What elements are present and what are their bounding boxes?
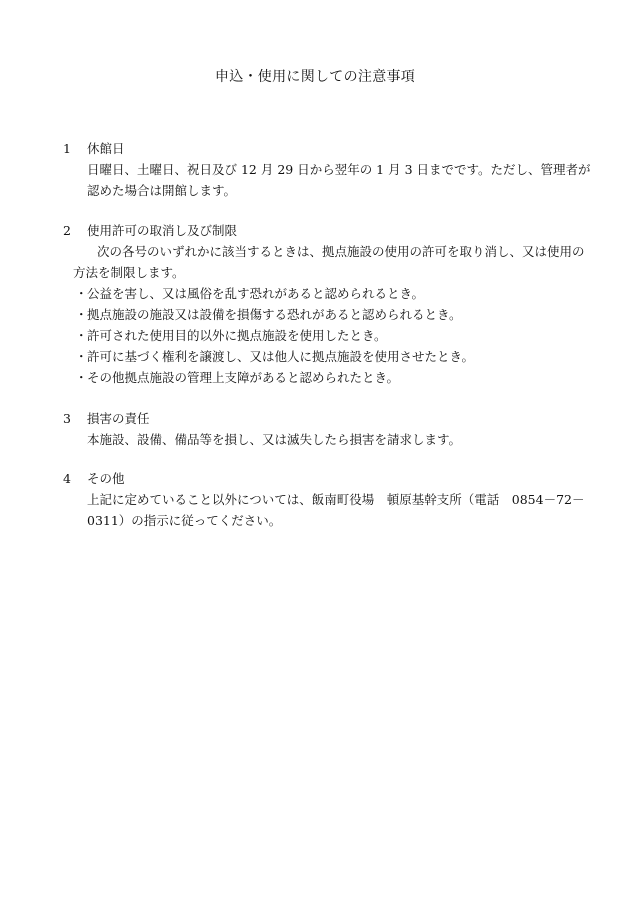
section-heading <box>63 468 593 489</box>
section-heading <box>63 138 593 159</box>
section-paragraph: 次の各号のいずれかに該当するときは、拠点施設の使用の許可を取り消し、又は使用の方法を制限します。 <box>73 244 585 280</box>
section-title: 休館日 <box>87 141 125 156</box>
list-item <box>63 325 593 346</box>
bullet-mark: ・ <box>75 328 88 343</box>
section-closed-days <box>63 138 593 201</box>
section-other <box>63 468 593 531</box>
section-title: その他 <box>87 471 125 486</box>
section-paragraph: 上記に定めていること以外については、飯南町役場 頓原基幹支所（電話 0854－72－0311）の指示に従ってください。 <box>87 492 585 528</box>
section-title: 使用許可の取消し及び制限 <box>87 223 238 238</box>
section-number: 2 <box>63 223 71 238</box>
section-paragraph: 日曜日、土曜日、祝日及び 12 月 29 日から翌年の 1 月 3 日までです。ただし、管理者が認めた場合は開館します。 <box>87 162 591 198</box>
section-number: 1 <box>63 141 71 156</box>
section-number: 4 <box>63 471 71 486</box>
section-heading <box>63 220 593 241</box>
list-item-text: 許可に基づく権利を譲渡し、又は他人に拠点施設を使用させたとき。 <box>87 349 475 364</box>
list-item-text: その他拠点施設の管理上支障があると認められたとき。 <box>87 370 400 385</box>
section-liability <box>63 408 593 450</box>
section-permission-restrictions <box>63 220 593 388</box>
section-heading <box>63 408 593 429</box>
bullet-mark: ・ <box>75 286 88 301</box>
bullet-mark: ・ <box>75 349 88 364</box>
section-number: 3 <box>63 411 71 426</box>
list-item <box>63 367 593 388</box>
section-title: 損害の責任 <box>87 411 150 426</box>
bullet-mark: ・ <box>75 370 88 385</box>
list-item-text: 拠点施設の施設又は設備を損傷する恐れがあると認められるとき。 <box>87 307 462 322</box>
page-title: 申込・使用に関しての注意事項 <box>214 69 416 85</box>
bullet-mark: ・ <box>75 307 88 322</box>
list-item <box>63 283 593 304</box>
section-paragraph: 本施設、設備、備品等を損し、又は滅失したら損害を請求します。 <box>87 432 462 447</box>
list-item-text: 許可された使用目的以外に拠点施設を使用したとき。 <box>87 328 387 343</box>
list-item-text: 公益を害し、又は風俗を乱す恐れがあると認められるとき。 <box>87 286 425 301</box>
list-item <box>63 346 593 367</box>
list-item <box>63 304 593 325</box>
